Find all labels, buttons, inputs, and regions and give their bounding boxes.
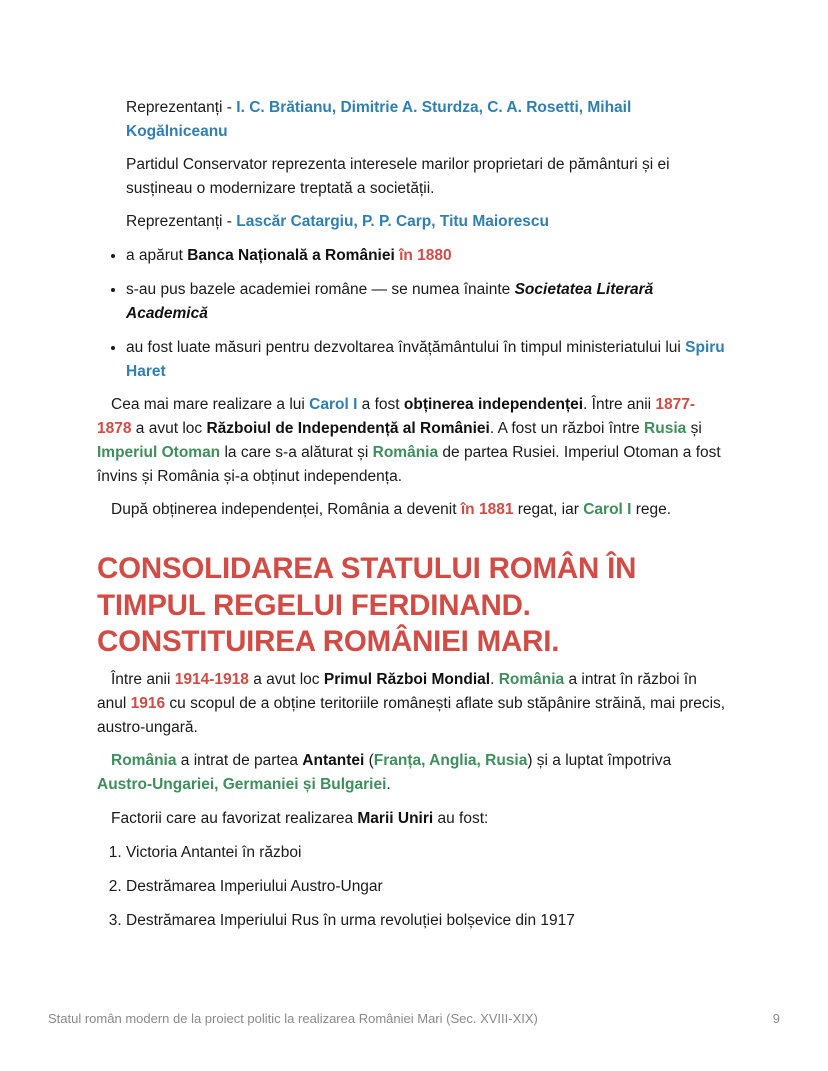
paragraph-world-war: Între anii 1914-1918 a avut loc Primul Război Mondial. România a intrat în război în anul 1916 cu scopul de a obține teritoriile românești aflate sub stăpânire străină, mai precis, austro-ungară. [97,670,726,736]
section-heading: CONSOLIDAREA STATULUI ROMÂN ÎN TIMPUL REGELUI FERDINAND. CONSTITUIREA ROMÂNIEI MARI. [97,552,637,658]
paragraph-carol-independence: Cea mai mare realizare a lui Carol I a fost obținerea independenței. Între anii 1877-1878 a avut loc Războiul de Independență al României. A fost un război între Rusia și Imperiul Otoman la care s-a alăturat și România de partea Rusiei. Imperiul Otoman a fost învins și România și-a obținut independența. [97,396,721,485]
conservator-paragraph: Partidul Conservator reprezenta interesele marilor proprietari de pământuri și ei susțineau o modernizare treptată a societății. [126,156,670,197]
list-item: • a apărut Banca Națională a României în 1880 [126,244,729,268]
paragraph-factors-intro: Factorii care au favorizat realizarea Marii Uniri au fost: [111,809,489,827]
list-item: 2. Destrămarea Imperiului Austro-Ungar [126,875,729,899]
achievements-list [97,244,729,384]
conservator-names: Lascăr Catargiu, P. P. Carp, Titu Maiorescu [236,213,549,230]
list-item: 3. Destrămarea Imperiului Rus în urma revoluției bolșevice din 1917 [126,909,729,933]
footer-title: Statul român modern de la proiect politic la realizarea României Mari (Sec. XVIII-XIX) [48,1011,538,1026]
list-item: • au fost luate măsuri pentru dezvoltarea învățământului în timpul ministeriatului lui Spiru Haret [126,336,729,384]
page-content [97,96,729,933]
liberal-representatives: Reprezentanți - I. C. Brătianu, Dimitrie A. Sturdza, C. A. Rosetti, Mihail Kogălniceanu [126,99,632,140]
liberal-names: I. C. Brătianu, Dimitrie A. Sturdza, C. A. Rosetti, Mihail Kogălniceanu [126,99,632,140]
list-item: 1. Victoria Antantei în război [126,841,729,865]
paragraph-kingdom: După obținerea independenței, România a devenit în 1881 regat, iar Carol I rege. [111,501,672,518]
conservator-representatives: Reprezentanți - Lascăr Catargiu, P. P. Carp, Titu Maiorescu [126,213,549,230]
factors-list [97,841,729,933]
paragraph-antanta: România a intrat de partea Antantei (Franța, Anglia, Rusia) și a luptat împotriva Austro-Ungariei, Germaniei și Bulgariei. [97,751,672,793]
list-item: • s-au pus bazele academiei române — se numea înainte Societatea Literară Academică [126,278,729,326]
page-number: 9 [772,1011,780,1026]
